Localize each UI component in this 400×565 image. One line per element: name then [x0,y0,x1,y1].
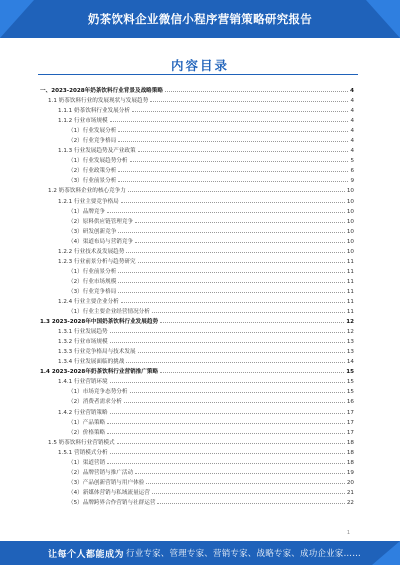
toc-entry[interactable] [40,448,354,458]
toc-entry[interactable] [40,267,354,277]
toc-entry[interactable] [40,166,354,176]
table-of-contents [40,86,354,508]
toc-entry-page: 4 [350,88,354,94]
page-number: 1 [346,530,350,536]
toc-leader-dots [110,120,349,122]
toc-leader-dots [128,190,345,192]
toc-leader-dots [157,502,344,504]
toc-entry[interactable] [40,357,354,367]
toc-entry-label: 1.3.2 行业市场规模 [58,339,108,346]
toc-entry-page: 6 [350,168,354,175]
toc-entry-page: 19 [346,469,354,476]
toc-entry-page: 13 [346,339,354,346]
toc-leader-dots [121,301,345,303]
toc-entry-page: 5 [350,158,354,165]
toc-entry-page: 11 [346,258,354,265]
toc-entry-label: 1.3.1 行业发展趋势 [58,329,108,336]
toc-entry-page: 18 [346,439,354,446]
toc-entry[interactable] [40,408,354,418]
toc-entry-label: （2）行业政策分析 [68,168,117,175]
toc-entry[interactable] [40,337,354,347]
toc-entry-label: （4）渠道布局与营销竞争 [68,238,134,245]
toc-entry-page: 17 [346,409,354,416]
toc-leader-dots [118,170,348,172]
toc-entry[interactable] [40,227,354,237]
toc-entry[interactable] [40,186,354,196]
toc-entry-label: 1.5 奶茶饮料行业营销模式 [48,439,115,446]
toc-entry[interactable] [40,207,354,217]
footer-slogan: 让每个人都能成为 [48,550,125,560]
footer-roles: 行业专家、管理专家、营销专家、战略专家、成功企业家…… [126,549,361,559]
toc-entry[interactable] [40,458,354,468]
toc-leader-dots [152,492,345,494]
toc-entry[interactable] [40,468,354,478]
toc-entry-label: （1）行业发展趋势分析 [68,158,128,165]
toc-leader-dots [110,412,345,414]
toc-entry[interactable] [40,86,354,96]
toc-entry[interactable] [40,197,354,207]
toc-entry-page: 17 [346,429,354,436]
toc-entry-page: 17 [346,419,354,426]
toc-leader-dots [118,140,348,142]
toc-entry-label: 1.5.1 营销模式分析 [58,449,108,456]
toc-entry-label: 1.2.3 行业前景分析与趋势研究 [58,258,136,265]
toc-entry-label: 1.1.3 行业发展趋势及产业政策 [58,148,136,155]
toc-entry-label: 1.2 奶茶饮料企业的核心竞争力 [48,188,126,195]
toc-entry[interactable] [40,237,354,247]
header-banner [0,0,400,38]
toc-entry[interactable] [40,377,354,387]
toc-leader-dots [110,381,345,383]
toc-entry[interactable] [40,327,354,337]
toc-entry[interactable] [40,498,354,508]
toc-entry-page: 21 [346,489,354,496]
toc-entry-page: 4 [350,118,354,125]
toc-entry-page: 22 [346,499,354,506]
toc-entry-page: 10 [346,248,354,255]
toc-entry-label: 1.1 奶茶饮料行业的发展现状与发展趋势 [48,98,149,105]
toc-entry-label: （1）行业发展分析 [68,128,117,135]
toc-leader-dots [152,311,345,313]
toc-leader-dots [107,422,345,424]
toc-leader-dots [118,291,345,293]
toc-leader-dots [138,351,345,353]
toc-leader-dots [135,472,345,474]
toc-entry[interactable] [40,307,354,317]
toc-leader-dots [130,160,349,162]
toc-entry[interactable] [40,156,354,166]
toc-leader-dots [110,341,345,343]
toc-entry-page: 11 [346,268,354,275]
toc-entry[interactable] [40,277,354,287]
toc-entry-page: 10 [346,188,354,195]
toc-entry-label: （5）品牌跨界合作营销与社群运营 [68,499,156,506]
toc-leader-dots [110,452,345,454]
toc-entry-page: 4 [350,138,354,145]
toc-entry-page: 10 [346,238,354,245]
toc-leader-dots [107,462,345,464]
toc-entry-page: 11 [346,288,354,295]
toc-entry[interactable] [40,287,354,297]
toc-entry[interactable] [40,247,354,257]
toc-leader-dots [135,221,345,223]
toc-entry-label: （2）价格策略 [68,429,106,436]
toc-leader-dots [165,90,348,92]
toc-entry-label: （1）行业前景分析 [68,268,117,275]
toc-entry-label: 一、2023-2028年奶茶饮料行业背景及战略策略 [40,88,163,94]
toc-entry-label: 1.2.2 行业技术及发展趋势 [58,248,125,255]
toc-leader-dots [118,231,345,233]
toc-entry[interactable] [40,317,354,327]
toc-entry-label: 1.2.4 行业主要企业分析 [58,298,119,305]
toc-entry-page: 14 [346,359,354,366]
toc-entry-page: 20 [346,479,354,486]
toc-entry[interactable] [40,428,354,438]
toc-entry-page: 10 [346,198,354,205]
toc-entry-label: （2）行业竞争格局 [68,138,117,145]
toc-entry-page: 4 [350,98,354,105]
toc-entry[interactable] [40,136,354,146]
toc-leader-dots [117,442,345,444]
toc-entry[interactable] [40,297,354,307]
toc-entry-page: 18 [346,449,354,456]
toc-entry-label: 1.2.1 行业主要竞争格局 [58,198,119,205]
toc-leader-dots [130,391,345,393]
toc-entry-label: 1.4.1 行业营销环境 [58,379,108,386]
toc-entry[interactable] [40,176,354,186]
toc-entry-page: 4 [350,108,354,115]
toc-leader-dots [107,211,345,213]
toc-entry-label: 1.3.4 行业发展面临的挑战 [58,359,125,366]
toc-entry-page: 11 [346,309,354,316]
toc-entry-label: （2）品牌营销与推广活动 [68,469,134,476]
toc-entry[interactable] [40,146,354,156]
toc-entry[interactable] [40,387,354,397]
toc-entry-label: （4）新媒体营销与私域流量运营 [68,489,150,496]
toc-entry-page: 11 [346,298,354,305]
toc-entry-page: 4 [350,128,354,135]
toc-entry-label: （3）行业竞争格局 [68,288,117,295]
toc-leader-dots [126,251,345,253]
toc-entry[interactable] [40,478,354,488]
toc-entry[interactable] [40,257,354,267]
toc-leader-dots [118,271,345,273]
toc-divider [38,74,358,75]
toc-entry-label: 1.1.2 行业市场规模 [58,118,108,125]
toc-entry-label: （1）产品策略 [68,419,106,426]
toc-entry-label: （1）渠道营销 [68,459,106,466]
toc-entry-page: 15 [346,389,354,396]
toc-leader-dots [138,261,345,263]
toc-entry-page: 16 [346,399,354,406]
toc-entry[interactable] [40,438,354,448]
toc-leader-dots [126,361,345,363]
report-title: 奶茶饮料企业微信小程序营销策略研究报告 [87,12,313,26]
toc-entry-label: （3）产品创新营销与用户体验 [68,479,145,486]
toc-entry-page: 10 [346,218,354,225]
toc-entry-label: 1.4 2023-2028年奶茶饮料行业营销推广策略 [40,369,159,376]
toc-leader-dots [124,401,345,403]
toc-entry[interactable] [40,397,354,407]
toc-entry[interactable] [40,217,354,227]
toc-leader-dots [110,331,345,333]
toc-entry-page: 12 [346,319,354,326]
toc-leader-dots [107,432,345,434]
footer-corner [372,541,400,565]
toc-leader-dots [135,241,345,243]
toc-entry[interactable] [40,126,354,136]
toc-leader-dots [118,281,345,283]
toc-leader-dots [160,321,344,323]
toc-entry-label: （2）消费者需求分析 [68,399,122,406]
toc-entry[interactable] [40,116,354,126]
footer-banner [0,541,400,565]
toc-entry-page: 10 [346,208,354,215]
toc-entry-label: （1）品牌竞争 [68,208,106,215]
toc-entry-page: 9 [350,178,354,185]
toc-leader-dots [150,100,348,102]
toc-leader-dots [118,180,348,182]
toc-entry-page: 18 [346,459,354,466]
toc-entry-page: 15 [346,369,354,376]
toc-entry-page: 12 [346,329,354,336]
toc-entry-label: （3）行业前景分析 [68,178,117,185]
toc-entry-label: 1.4.2 行业营销策略 [58,409,108,416]
toc-leader-dots [132,110,348,112]
toc-entry[interactable] [40,347,354,357]
toc-leader-dots [160,371,344,373]
toc-entry-page: 4 [350,148,354,155]
toc-entry[interactable] [40,488,354,498]
toc-entry-label: （2）行业市场规模 [68,278,117,285]
toc-entry-label: 1.3 2023-2028年中国奶茶饮料行业发展趋势 [40,319,159,326]
toc-entry-label: （3）研发创新竞争 [68,228,117,235]
toc-leader-dots [118,130,348,132]
toc-entry-label: 1.1.1 奶茶饮料行业发展分析 [58,108,130,115]
toc-entry-label: 1.3.3 行业竞争格局与技术发展 [58,349,136,356]
toc-entry[interactable] [40,96,354,106]
toc-leader-dots [121,201,345,203]
toc-heading: 内容目录 [170,58,229,73]
toc-entry-page: 11 [346,278,354,285]
toc-entry-page: 10 [346,228,354,235]
toc-entry-label: （1）行业主要企业经营情况分析 [68,309,150,316]
toc-entry-label: （1）市场竞争态势分析 [68,389,128,396]
toc-leader-dots [138,150,349,152]
toc-entry[interactable] [40,367,354,377]
toc-entry[interactable] [40,106,354,116]
toc-entry-page: 15 [346,379,354,386]
toc-entry-page: 13 [346,349,354,356]
toc-entry[interactable] [40,418,354,428]
toc-leader-dots [146,482,345,484]
toc-entry-label: （2）原料供应链管理竞争 [68,218,134,225]
